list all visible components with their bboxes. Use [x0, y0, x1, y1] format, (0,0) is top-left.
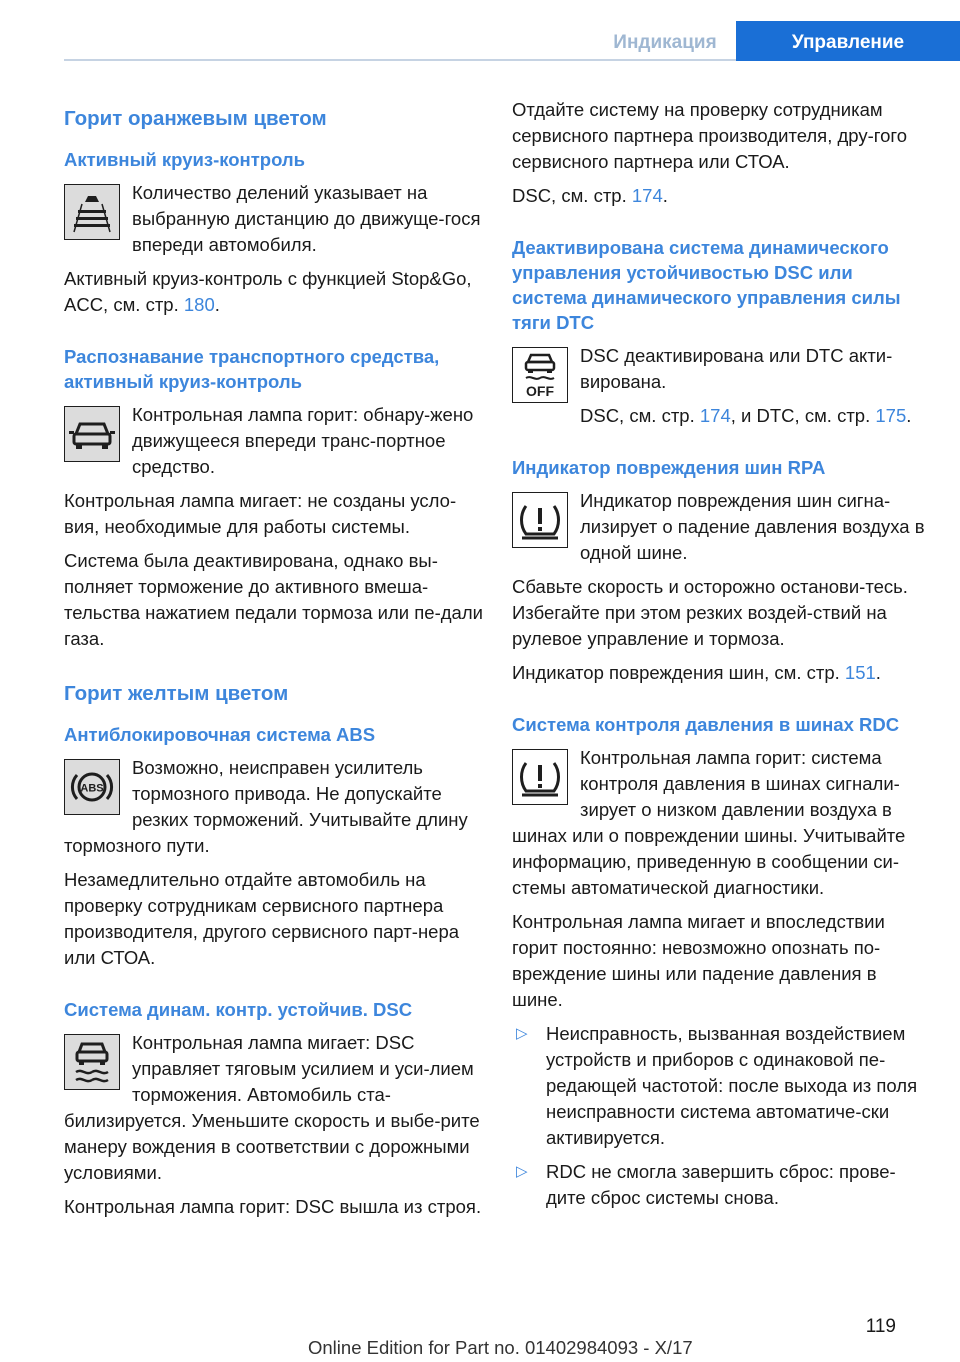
left-column: [64, 97, 484, 1228]
dsc-heading: Система динам. контр. устойчив. DSC: [64, 999, 413, 1020]
acc-block: [64, 180, 484, 258]
page-number: 119: [865, 1316, 896, 1337]
abs-warning-icon: [64, 759, 120, 815]
dsc-off-paragraph-1: DSC деактивирована или DTC акти-вирована.: [580, 345, 893, 392]
tire-pressure-warning-icon: [512, 749, 568, 805]
dsc-off-paragraph-2: DSC, см. стр. 174, и DTC, см. стр. 175.: [580, 405, 912, 426]
tab-indication[interactable]: Индикация: [613, 32, 717, 53]
list-item-text: Неисправность, вызванная воздействием устройств и приборов с одинаковой пе-редающей частотой: после выхода из поля неисправности система автоматиче-ски активируется.: [546, 1023, 918, 1148]
list-item-text: RDC не смогла завершить сброс: прове-дите сброс системы снова.: [546, 1161, 896, 1208]
right-column: [512, 97, 928, 1219]
edition-note: Online Edition for Part no. 01402984093 - X/17: [308, 1337, 693, 1358]
abs-paragraph-1: Возможно, неисправен усилитель тормозного привода. Не допускайте резких торможений. Учитывайте длину тормозного пути.: [64, 757, 468, 856]
page-link-175[interactable]: 175: [875, 405, 907, 426]
triangle-bullet-icon: ▷: [516, 1025, 528, 1042]
rpa-block: [512, 488, 928, 566]
section-heading-yellow: Горит желтым цветом: [64, 682, 289, 705]
vehicle-paragraph-1: Контрольная лампа горит: обнару-жено движущееся впереди транс-портное средство.: [132, 404, 474, 477]
rdc-paragraph-1: Контрольная лампа горит: система контроля давления в шинах сигнали-зирует о низком давлении воздуха в шинах или о повреждении шины. Учитывайте информацию, приведенную в сообщении си-стемы автоматической диагностики.: [512, 747, 906, 898]
acc-heading: Активный круиз-контроль: [64, 149, 306, 170]
tab-control[interactable]: Управление: [736, 21, 960, 61]
dsc-off-block: [512, 343, 928, 429]
dsc-paragraph-2: Контрольная лампа горит: DSC вышла из строя.: [64, 1196, 482, 1217]
dsc-reference: DSC, см. стр. 174.: [512, 185, 668, 206]
tire-pressure-warning-icon: [512, 492, 568, 548]
rdc-paragraph-2: Контрольная лампа мигает и впоследствии горит постоянно: невозможно опознать по-вреждение шины или падение давления в шине.: [512, 911, 885, 1010]
rpa-heading: Индикатор повреждения шин RPA: [512, 457, 826, 478]
list-item: [512, 1159, 928, 1211]
rpa-paragraph-2: Сбавьте скорость и осторожно останови-тесь. Избегайте при этом резких воздей-ствий на рулевое управление и тормоза.: [512, 576, 908, 649]
page-link-174[interactable]: 174: [631, 185, 663, 206]
dsc-off-icon: [512, 347, 568, 403]
dsc-block: [64, 1030, 484, 1186]
list-item: [512, 1021, 928, 1151]
vehicle-paragraph-3: Система была деактивирована, однако вы-полняет торможение до активного вмеша-тельства нажатием педали тормоза или пе-дали газа.: [64, 550, 483, 649]
acc-paragraph-2: Активный круиз-контроль с функцией Stop&Go, ACC, см. стр. 180.: [64, 268, 472, 315]
dsc-dtc-heading: Деактивирована система динамического управления устойчивостью DSC или система динамического управления силы тяги DTC: [512, 237, 901, 333]
acc-paragraph-1: Количество делений указывает на выбранную дистанцию до движуще-гося впереди автомобиля.: [132, 182, 481, 255]
page-link-151[interactable]: 151: [844, 662, 876, 683]
dsc-paragraph-1: Контрольная лампа мигает: DSC управляет тяговым усилием и уси-лием торможения. Автомобиль ста-билизируется. Уменьшите скорость и выбе-рите манеру вождения в соответствии с дорожными условиями.: [64, 1032, 480, 1183]
rpa-paragraph-3: Индикатор повреждения шин, см. стр. 151.: [512, 662, 881, 683]
page-link-180[interactable]: 180: [183, 294, 215, 315]
vehicle-paragraph-2: Контрольная лампа мигает: не созданы усло-вия, необходимые для работы системы.: [64, 490, 457, 537]
rpa-paragraph-1: Индикатор повреждения шин сигна-лизирует о падение давления воздуха в одной шине.: [580, 490, 925, 563]
svg-text:ABS: ABS: [80, 782, 104, 795]
triangle-bullet-icon: ▷: [516, 1163, 528, 1180]
page-link-174[interactable]: 174: [699, 405, 731, 426]
service-paragraph: Отдайте систему на проверку сотрудникам сервисного партнера производителя, дру-гого сервисного партнера или СТОА.: [512, 99, 908, 172]
vehicle-block: [64, 402, 484, 480]
abs-paragraph-2: Незамедлительно отдайте автомобиль на проверку сотрудникам сервисного партнера производителя, другого сервисного парт-нера или СТОА.: [64, 869, 460, 968]
abs-heading: Антиблокировочная система ABS: [64, 724, 376, 745]
acc-distance-icon: [64, 184, 120, 240]
section-heading-orange: Горит оранжевым цветом: [64, 107, 327, 130]
svg-text:OFF: OFF: [526, 383, 554, 399]
abs-block: [64, 755, 484, 859]
page-header: [64, 21, 960, 61]
vehicle-recognition-heading: Распознавание транспортного средства, активный круиз-контроль: [64, 346, 440, 392]
rdc-block: [512, 745, 928, 901]
dsc-skid-icon: [64, 1034, 120, 1090]
rdc-heading: Система контроля давления в шинах RDC: [512, 714, 900, 735]
vehicle-ahead-icon: [64, 406, 120, 462]
